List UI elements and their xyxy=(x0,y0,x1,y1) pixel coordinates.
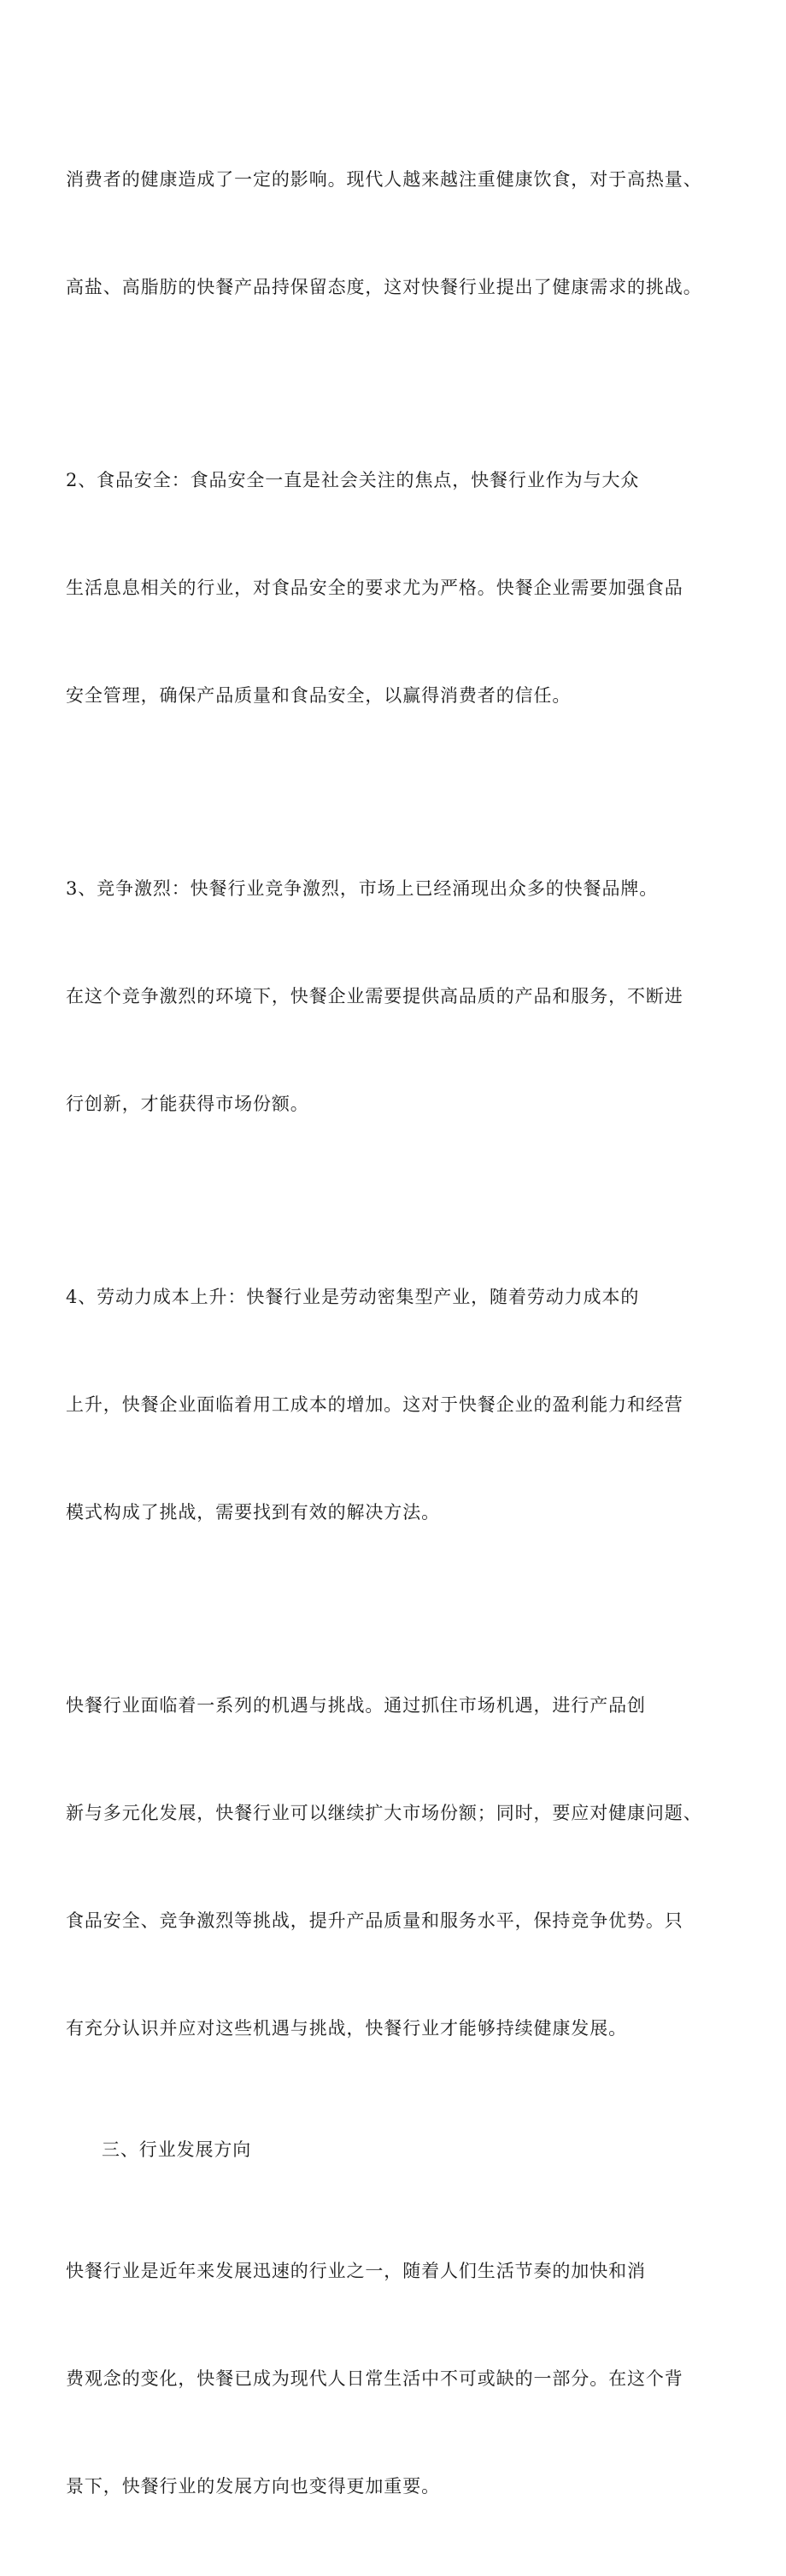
text-line: 有充分认识并应对这些机遇与挑战，快餐行业才能够持续健康发展。 xyxy=(66,2018,627,2039)
paragraph-labor-cost xyxy=(66,1207,724,1602)
text-line: 3、竞争激烈：快餐行业竞争激烈，市场上已经涌现出众多的快餐品牌。 xyxy=(66,878,659,899)
text-line: 行创新，才能获得市场份额。 xyxy=(66,1094,309,1114)
text-line: 4、劳动力成本上升：快餐行业是劳动密集型产业，随着劳动力成本的 xyxy=(66,1287,640,1307)
text-line: 消费者的健康造成了一定的影响。现代人越来越注重健康饮食，对于高热量、 xyxy=(66,169,702,190)
document-body xyxy=(66,90,724,2576)
text-line: 生活息息相关的行业，对食品安全的要求尤为严格。快餐企业需要加强食品 xyxy=(66,578,683,598)
text-line: 食品安全、竞争激烈等挑战，提升产品质量和服务水平，保持竞争优势。只 xyxy=(66,1910,683,1931)
paragraph-competition xyxy=(66,799,724,1194)
paragraph-development-direction xyxy=(66,2181,724,2576)
section-heading xyxy=(66,2132,724,2168)
text-line: 安全管理，确保产品质量和食品安全，以赢得消费者的信任。 xyxy=(66,685,572,706)
text-line: 上升，快餐企业面临着用工成本的增加。这对于快餐企业的盈利能力和经营 xyxy=(66,1394,683,1415)
text-line: 景下，快餐行业的发展方向也变得更加重要。 xyxy=(66,2476,440,2497)
text-line: 快餐行业面临着一系列的机遇与挑战。通过抓住市场机遇，进行产品创 xyxy=(66,1695,646,1716)
text-line: 快餐行业是近年来发展迅速的行业之一，随着人们生活节奏的加快和消 xyxy=(66,2261,646,2281)
paragraph-summary xyxy=(66,1616,724,2118)
text-line: 模式构成了挑战，需要找到有效的解决方法。 xyxy=(66,1502,440,1523)
text-line: 新与多元化发展，快餐行业可以继续扩大市场份额；同时，要应对健康问题、 xyxy=(66,1803,702,1823)
text-line: 2、食品安全：食品安全一直是社会关注的焦点，快餐行业作为与大众 xyxy=(66,470,640,490)
section-heading-text: 三、行业发展方向 xyxy=(102,2139,252,2160)
text-line: 费观念的变化，快餐已成为现代人日常生活中不可或缺的一部分。在这个背 xyxy=(66,2368,683,2389)
text-line: 高盐、高脂肪的快餐产品持保留态度，这对快餐行业提出了健康需求的挑战。 xyxy=(66,277,702,297)
text-line: 在这个竞争激烈的环境下，快餐企业需要提供高品质的产品和服务，不断进 xyxy=(66,986,683,1006)
paragraph-health-challenge xyxy=(66,90,724,377)
paragraph-food-safety xyxy=(66,390,724,785)
